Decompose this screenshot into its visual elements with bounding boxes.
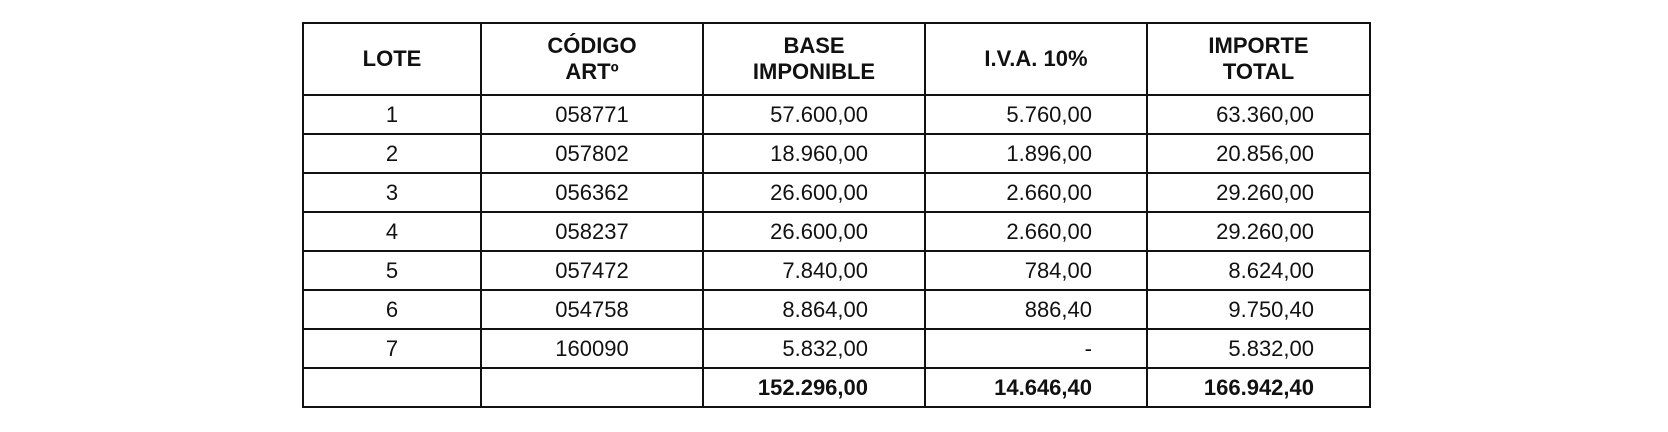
header-importe <box>1147 23 1370 95</box>
cell-base: 5.832,00 <box>703 329 925 368</box>
cell-total: 29.260,00 <box>1147 212 1370 251</box>
header-iva-label: I.V.A. 10% <box>984 46 1088 71</box>
table-row <box>303 134 1370 173</box>
table-header-row <box>303 23 1370 95</box>
cell-iva: 2.660,00 <box>925 212 1147 251</box>
cell-lote: 6 <box>303 290 481 329</box>
header-iva <box>925 23 1147 95</box>
cell-codigo: 057472 <box>481 251 703 290</box>
totals-total: 166.942,40 <box>1147 368 1370 407</box>
cell-iva: - <box>925 329 1147 368</box>
header-codigo <box>481 23 703 95</box>
cell-iva: 784,00 <box>925 251 1147 290</box>
totals-lote <box>303 368 481 407</box>
table-row <box>303 95 1370 134</box>
cell-base: 26.600,00 <box>703 212 925 251</box>
cell-base: 18.960,00 <box>703 134 925 173</box>
table-row <box>303 290 1370 329</box>
cell-base: 7.840,00 <box>703 251 925 290</box>
header-importe-line1: IMPORTE <box>1208 33 1309 58</box>
cell-lote: 3 <box>303 173 481 212</box>
cell-total: 5.832,00 <box>1147 329 1370 368</box>
header-base-line2: IMPONIBLE <box>752 59 876 84</box>
header-codigo-line1: CÓDIGO <box>547 33 637 58</box>
cell-codigo: 058771 <box>481 95 703 134</box>
cell-codigo: 160090 <box>481 329 703 368</box>
cell-total: 8.624,00 <box>1147 251 1370 290</box>
cell-lote: 1 <box>303 95 481 134</box>
header-lote-label: LOTE <box>362 46 422 71</box>
cell-total: 29.260,00 <box>1147 173 1370 212</box>
cell-lote: 2 <box>303 134 481 173</box>
cell-codigo: 054758 <box>481 290 703 329</box>
totals-codigo <box>481 368 703 407</box>
cell-iva: 5.760,00 <box>925 95 1147 134</box>
cell-base: 57.600,00 <box>703 95 925 134</box>
cell-codigo: 057802 <box>481 134 703 173</box>
cell-total: 9.750,40 <box>1147 290 1370 329</box>
table-row <box>303 212 1370 251</box>
cell-base: 26.600,00 <box>703 173 925 212</box>
table-row <box>303 329 1370 368</box>
cell-base: 8.864,00 <box>703 290 925 329</box>
totals-iva: 14.646,40 <box>925 368 1147 407</box>
table-row <box>303 173 1370 212</box>
cell-lote: 7 <box>303 329 481 368</box>
cell-total: 63.360,00 <box>1147 95 1370 134</box>
header-lote <box>303 23 481 95</box>
cell-iva: 1.896,00 <box>925 134 1147 173</box>
table-row <box>303 251 1370 290</box>
cell-iva: 886,40 <box>925 290 1147 329</box>
totals-base: 152.296,00 <box>703 368 925 407</box>
header-base <box>703 23 925 95</box>
cell-codigo: 058237 <box>481 212 703 251</box>
header-base-line1: BASE <box>783 33 845 58</box>
cell-iva: 2.660,00 <box>925 173 1147 212</box>
header-codigo-line2: ARTº <box>565 59 619 84</box>
cell-codigo: 056362 <box>481 173 703 212</box>
totals-row <box>303 368 1370 407</box>
cell-lote: 5 <box>303 251 481 290</box>
header-importe-line2: TOTAL <box>1222 59 1295 84</box>
cell-total: 20.856,00 <box>1147 134 1370 173</box>
lots-table <box>302 22 1371 408</box>
cell-lote: 4 <box>303 212 481 251</box>
